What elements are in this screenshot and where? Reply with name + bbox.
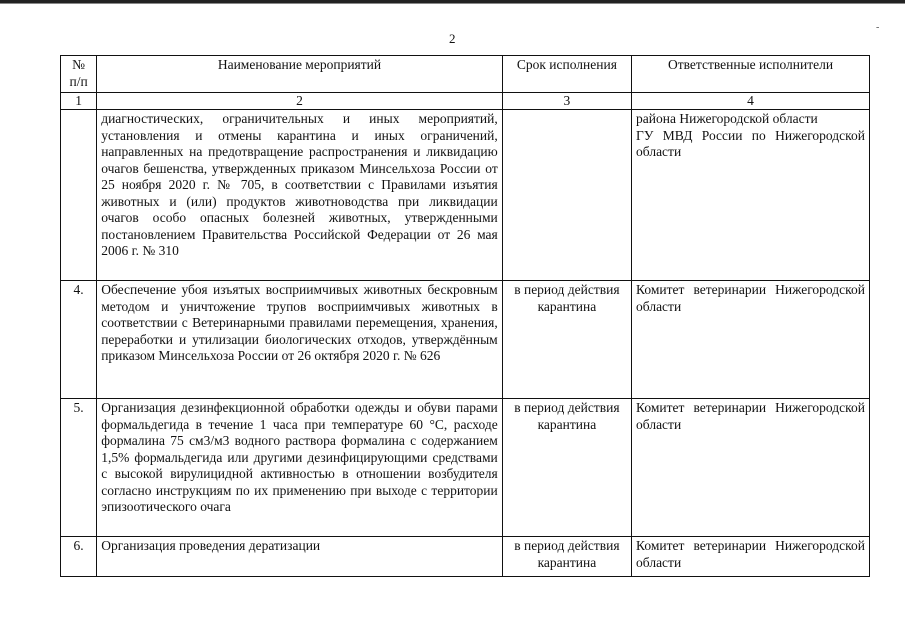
- column-number-2: 2: [97, 93, 503, 110]
- row-description: Организация проведения дератизации: [97, 537, 503, 577]
- header-resp: Ответственные исполнители: [632, 56, 870, 93]
- responsible-line: района Нижегородской области: [636, 111, 818, 126]
- row-description: диагностических, ограничительных и иных мероприятий, установления и отмены карантина и иных ограничений, направленных на предотвращение распространения и ликвидацию очагов бешенства, утвержденных приказом Минсельхоза России от 25 ноября 2020 г. № 705, в соответствии с Правилами изъятия животных и (или) продуктов животноводства при ликвидации очагов особо опасных болезней животных, утвержденными постановлением Правительства Российской Федерации от 26 мая 2006 г. № 310: [97, 110, 503, 281]
- header-term: Срок исполнения: [502, 56, 631, 93]
- row-term: в период действия карантина: [502, 399, 631, 537]
- row-responsible: [632, 537, 870, 577]
- row-description: Организация дезинфекционной обработки одежды и обуви парами формальдегида в течение 1 часа при температуре 60 °С, расходе формалина 75 см3/м3 водного раствора формалина с содержанием 1,5% формальдегида или другими дезинфицирующими средствами с высокой вирулицидной активностью в отношении возбудителя согласно инструкциям по их применению при выходе с территории эпизоотического очага: [97, 399, 503, 537]
- header-num-label: № п/п: [69, 57, 88, 89]
- table-header-row: [61, 56, 870, 93]
- page-number: 2: [449, 31, 456, 46]
- measures-table: [60, 55, 870, 577]
- scan-speck: -: [876, 22, 880, 33]
- table-row: [61, 537, 870, 577]
- row-term: [502, 110, 631, 281]
- header-name: Наименование мероприятий: [97, 56, 503, 93]
- row-responsible: [632, 110, 870, 281]
- table-row: [61, 399, 870, 537]
- row-description: Обеспечение убоя изъятых восприимчивых животных бескровным методом и уничтожение трупов восприимчивых животных в соответствии с Ветеринарными правилами перемещения, хранения, переработки и утилизации биологических отходов, утверждённым приказом Минсельхоза России от 26 октября 2020 г. № 626: [97, 281, 503, 399]
- row-responsible: [632, 281, 870, 399]
- table-row: [61, 110, 870, 281]
- column-numbers-row: [61, 93, 870, 110]
- header-num: [61, 56, 97, 93]
- responsible-line: Комитет ветеринарии Нижегородской области: [636, 282, 865, 314]
- row-num: [61, 110, 97, 281]
- column-number-4: 4: [632, 93, 870, 110]
- table-row: [61, 281, 870, 399]
- responsible-line: Комитет ветеринарии Нижегородской области: [636, 538, 865, 570]
- responsible-line: Комитет ветеринарии Нижегородской области: [636, 400, 865, 432]
- column-number-1: 1: [61, 93, 97, 110]
- row-num: 6.: [61, 537, 97, 577]
- row-term: в период действия карантина: [502, 537, 631, 577]
- column-number-3: 3: [502, 93, 631, 110]
- row-num: 4.: [61, 281, 97, 399]
- row-responsible: [632, 399, 870, 537]
- row-num: 5.: [61, 399, 97, 537]
- responsible-line: ГУ МВД России по Нижегородской области: [636, 127, 865, 159]
- row-term: в период действия карантина: [502, 281, 631, 399]
- scan-top-edge-shadow: [0, 3, 905, 4]
